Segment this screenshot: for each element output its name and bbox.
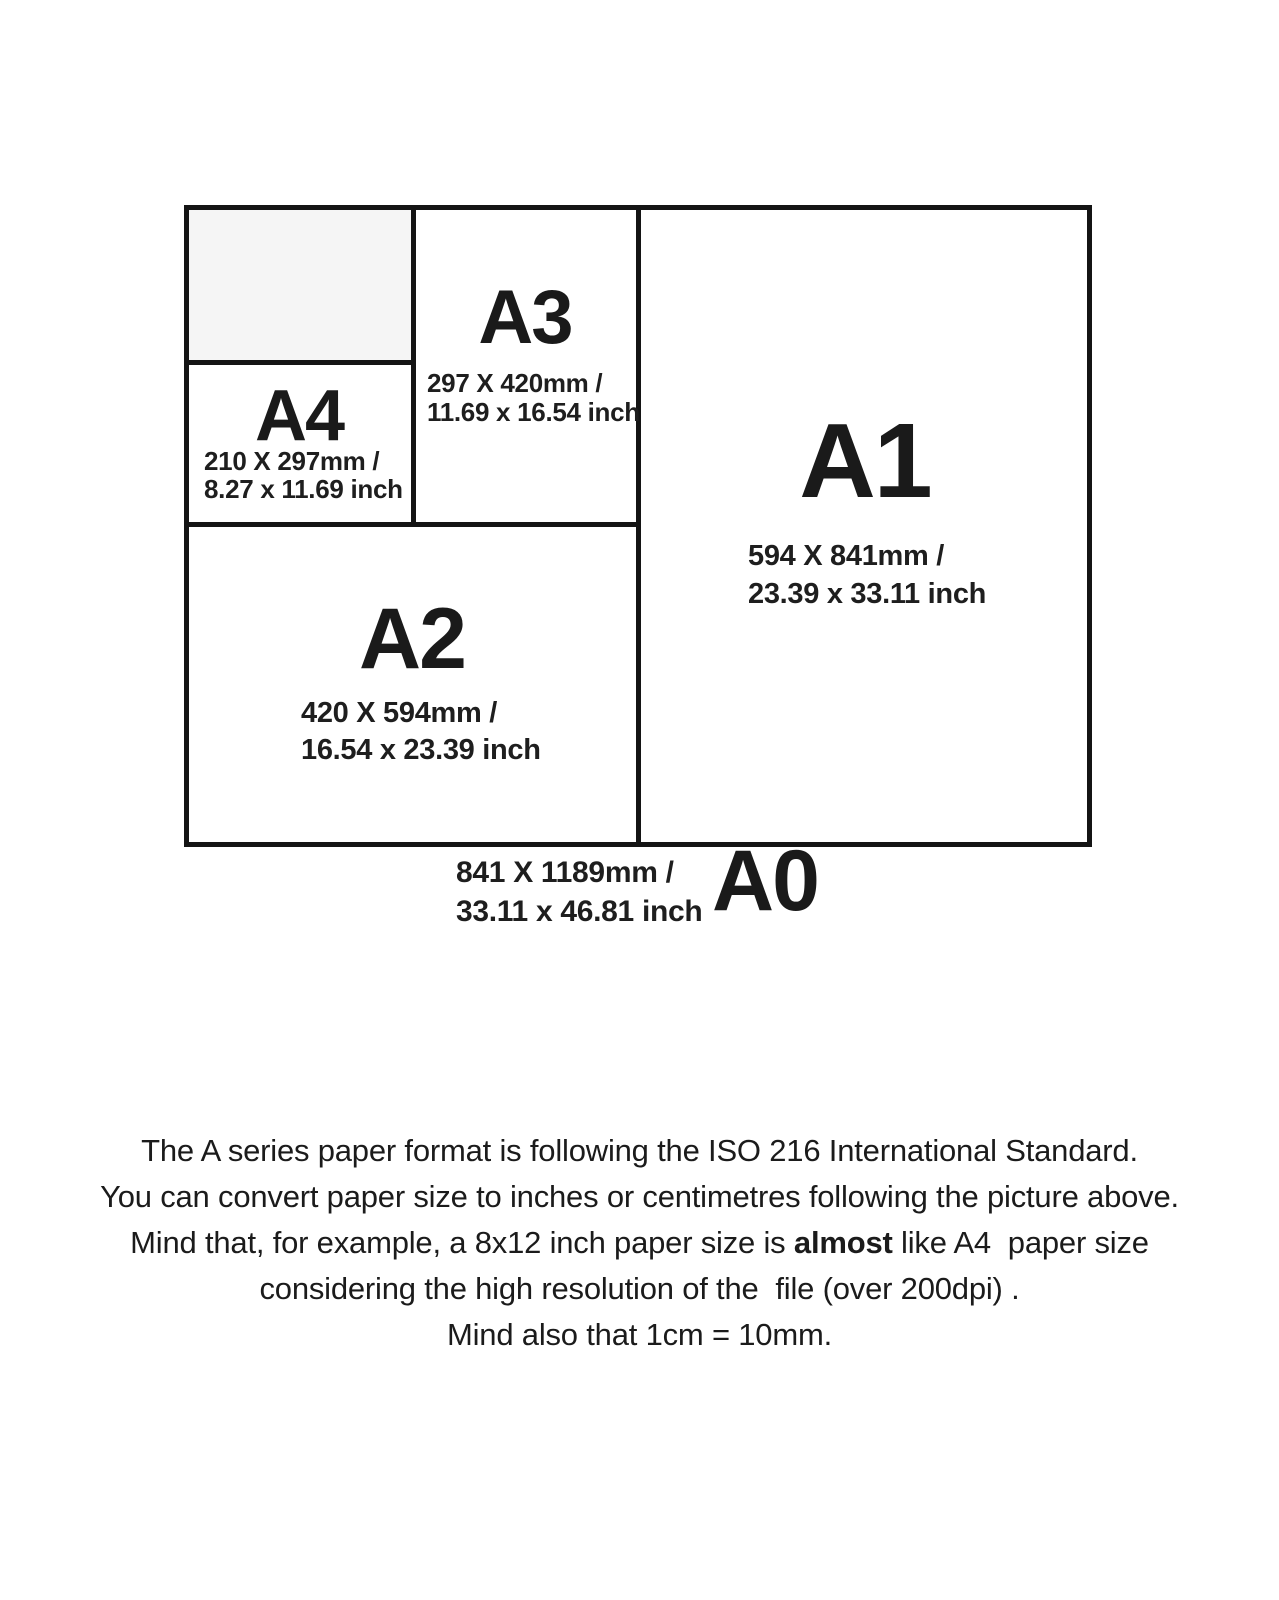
- caption-line-3-bold: almost: [793, 1225, 893, 1260]
- caption-line-3-pre: Mind that, for example, a 8x12 inch paper size is: [130, 1225, 794, 1260]
- caption-paragraph: [0, 1128, 1279, 1358]
- caption-line-4: considering the high resolution of the file (over 200dpi) .: [259, 1271, 1020, 1306]
- a2-dimensions-mm: 420 X 594mm /: [301, 697, 498, 729]
- a0-dimensions-mm: 841 X 1189mm /: [456, 856, 674, 889]
- a4-dimensions: [204, 447, 403, 503]
- a4-dimensions-mm: 210 X 297mm /: [204, 446, 380, 476]
- a0-dimensions: [456, 853, 702, 931]
- a2-label: A2: [359, 591, 465, 687]
- a2-dimensions-inch: 16.54 x 23.39 inch: [301, 734, 541, 766]
- a1-dimensions-inch: 23.39 x 33.11 inch: [748, 578, 987, 610]
- caption-line-5: Mind also that 1cm = 10mm.: [446, 1317, 833, 1352]
- caption-line-3: [0, 1220, 1279, 1266]
- a0-dimensions-inch: 33.11 x 46.81 inch: [456, 895, 703, 928]
- a3-dimensions-mm: 297 X 420mm /: [427, 368, 603, 398]
- a1-dimensions: [748, 537, 986, 613]
- divider-a3-a2: [184, 522, 641, 527]
- a1-label: A1: [799, 402, 931, 520]
- a4-label: A4: [254, 376, 344, 456]
- divider-a5-a4: [184, 360, 416, 365]
- caption-line-1: The A series paper format is following the ISO 216 International Standard.: [141, 1133, 1138, 1168]
- a0-label: A0: [712, 833, 818, 929]
- divider-a4-a3: [411, 205, 416, 527]
- caption-line-2: You can convert paper size to inches or centimetres following the picture above.: [100, 1179, 1179, 1214]
- a3-dimensions-inch: 11.69 x 16.54 inch: [427, 397, 640, 427]
- a2-dimensions: [301, 695, 541, 769]
- a4-dimensions-inch: 8.27 x 11.69 inch: [204, 474, 403, 504]
- a3-dimensions: [427, 369, 640, 427]
- a1-dimensions-mm: 594 X 841mm /: [748, 540, 945, 572]
- a3-label: A3: [478, 275, 572, 360]
- caption-line-3-post: like A4 paper size: [892, 1225, 1149, 1260]
